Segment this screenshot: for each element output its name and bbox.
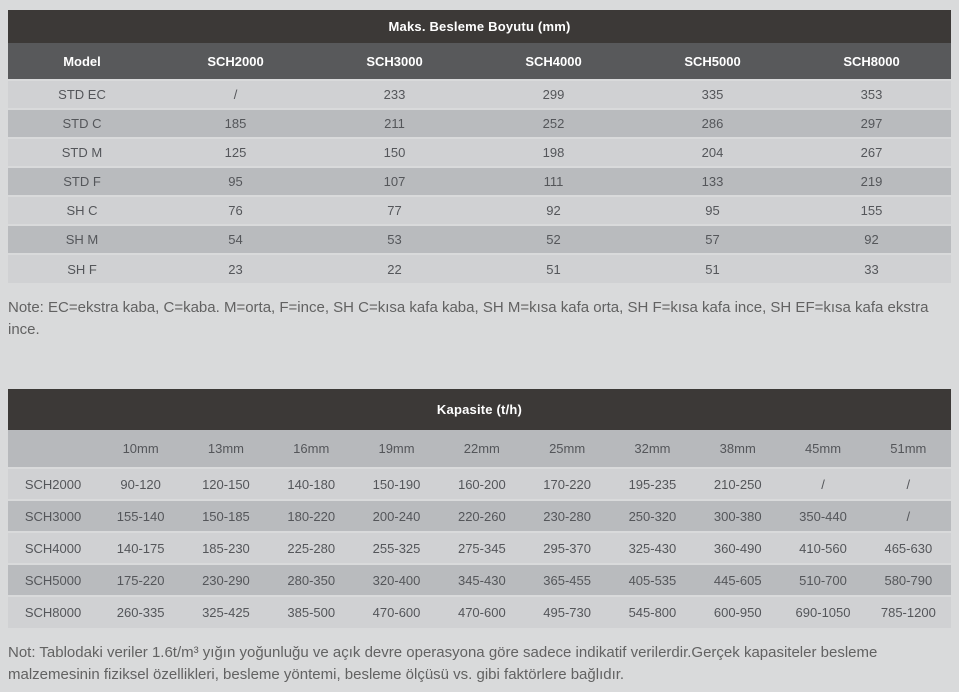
table-cell: 260-335 (98, 596, 183, 628)
table-cell: 125 (156, 138, 315, 167)
table-cell: 219 (792, 167, 951, 196)
column-header: 13mm (183, 430, 268, 468)
table-cell: 230-280 (524, 500, 609, 532)
table-cell: 225-280 (269, 532, 354, 564)
table-cell: 255-325 (354, 532, 439, 564)
table-row (8, 564, 951, 596)
feed-size-title-row (8, 10, 951, 43)
feed-size-column-header-row (8, 43, 951, 80)
capacity-section (8, 389, 951, 686)
table-cell: 198 (474, 138, 633, 167)
row-label: STD C (8, 109, 156, 138)
table-cell: 252 (474, 109, 633, 138)
table-cell: 785-1200 (866, 596, 951, 628)
table-cell: 280-350 (269, 564, 354, 596)
table-cell: 54 (156, 225, 315, 254)
row-label: SCH8000 (8, 596, 98, 628)
table-row (8, 532, 951, 564)
table-row (8, 167, 951, 196)
column-header: 38mm (695, 430, 780, 468)
feed-size-table (8, 10, 951, 283)
table-cell: 220-260 (439, 500, 524, 532)
row-label: SCH2000 (8, 468, 98, 500)
row-label: SH C (8, 196, 156, 225)
table-cell: 470-600 (439, 596, 524, 628)
table-cell: 185 (156, 109, 315, 138)
capacity-column-header-row (8, 430, 951, 468)
column-header (8, 430, 98, 468)
table-cell: 385-500 (269, 596, 354, 628)
table-cell: 299 (474, 80, 633, 109)
column-header: Model (8, 43, 156, 80)
table-cell: 335 (633, 80, 792, 109)
column-header: 25mm (524, 430, 609, 468)
table-cell: 120-150 (183, 468, 268, 500)
table-cell: 267 (792, 138, 951, 167)
table-cell: 92 (792, 225, 951, 254)
row-label: STD EC (8, 80, 156, 109)
table-cell: 95 (633, 196, 792, 225)
table-cell: 350-440 (780, 500, 865, 532)
row-label: SCH5000 (8, 564, 98, 596)
table-cell: 33 (792, 254, 951, 283)
table-cell: 325-425 (183, 596, 268, 628)
column-header: SCH4000 (474, 43, 633, 80)
table-cell: 150-185 (183, 500, 268, 532)
table-row (8, 225, 951, 254)
column-header: 19mm (354, 430, 439, 468)
table-cell: 600-950 (695, 596, 780, 628)
table-cell: 470-600 (354, 596, 439, 628)
table-cell: 140-175 (98, 532, 183, 564)
table-cell: / (866, 468, 951, 500)
capacity-table-body (8, 468, 951, 628)
table-cell: 51 (474, 254, 633, 283)
column-header: SCH3000 (315, 43, 474, 80)
table-cell: 495-730 (524, 596, 609, 628)
table-cell: 300-380 (695, 500, 780, 532)
table-cell: 325-430 (610, 532, 695, 564)
feed-size-table-title: Maks. Besleme Boyutu (mm) (8, 10, 951, 43)
table-cell: 465-630 (866, 532, 951, 564)
column-header: 45mm (780, 430, 865, 468)
table-cell: 160-200 (439, 468, 524, 500)
table-cell: / (780, 468, 865, 500)
column-header: 51mm (866, 430, 951, 468)
table-cell: 345-430 (439, 564, 524, 596)
table-cell: 150 (315, 138, 474, 167)
table-cell: 211 (315, 109, 474, 138)
row-label: SCH4000 (8, 532, 98, 564)
column-header: SCH8000 (792, 43, 951, 80)
table-cell: 180-220 (269, 500, 354, 532)
table-cell: 53 (315, 225, 474, 254)
column-header: 10mm (98, 430, 183, 468)
row-label: SH F (8, 254, 156, 283)
table-cell: 185-230 (183, 532, 268, 564)
table-cell: 155-140 (98, 500, 183, 532)
table-row (8, 468, 951, 500)
capacity-table-title: Kapasite (t/h) (8, 389, 951, 430)
row-label: STD M (8, 138, 156, 167)
row-label: SH M (8, 225, 156, 254)
table-cell: 95 (156, 167, 315, 196)
table-cell: 690-1050 (780, 596, 865, 628)
column-header: 16mm (269, 430, 354, 468)
table-cell: 230-290 (183, 564, 268, 596)
table-cell: 77 (315, 196, 474, 225)
table-cell: 286 (633, 109, 792, 138)
table-cell: 51 (633, 254, 792, 283)
table-cell: 580-790 (866, 564, 951, 596)
table-cell: 365-455 (524, 564, 609, 596)
table-row (8, 138, 951, 167)
table-cell: 76 (156, 196, 315, 225)
table-cell: 510-700 (780, 564, 865, 596)
table-cell: 23 (156, 254, 315, 283)
feed-size-table-body (8, 80, 951, 283)
column-header: SCH2000 (156, 43, 315, 80)
table-row (8, 596, 951, 628)
table-cell: 210-250 (695, 468, 780, 500)
table-cell: 52 (474, 225, 633, 254)
table-cell: / (156, 80, 315, 109)
table-cell: 195-235 (610, 468, 695, 500)
table-cell: 155 (792, 196, 951, 225)
table-cell: 545-800 (610, 596, 695, 628)
table-cell: 320-400 (354, 564, 439, 596)
table-cell: 150-190 (354, 468, 439, 500)
table-cell: 92 (474, 196, 633, 225)
table-cell: 111 (474, 167, 633, 196)
feed-size-note: Note: EC=ekstra kaba, C=kaba. M=orta, F=ince, SH C=kısa kafa kaba, SH M=kısa kafa orta, SH F=kısa kafa ince, SH EF=kısa kafa ekstra ince. (8, 299, 929, 338)
table-cell: 175-220 (98, 564, 183, 596)
table-row (8, 109, 951, 138)
table-cell: 275-345 (439, 532, 524, 564)
table-cell: 140-180 (269, 468, 354, 500)
table-cell: 353 (792, 80, 951, 109)
table-cell: 57 (633, 225, 792, 254)
table-cell: 360-490 (695, 532, 780, 564)
table-cell: 204 (633, 138, 792, 167)
capacity-note: Not: Tablodaki veriler 1.6t/m³ yığın yoğunluğu ve açık devre operasyona göre sadece indikatif verilerdir.Gerçek kapasiteler besleme malzemesinin fiziksel özellikleri, besleme yöntemi, besleme ölçüsü vs. gibi faktörlere bağlıdır. (8, 644, 878, 683)
capacity-title-row (8, 389, 951, 430)
column-header: 32mm (610, 430, 695, 468)
table-cell: 107 (315, 167, 474, 196)
table-cell: 250-320 (610, 500, 695, 532)
column-header: SCH5000 (633, 43, 792, 80)
table-row (8, 80, 951, 109)
table-cell: 295-370 (524, 532, 609, 564)
table-cell: 410-560 (780, 532, 865, 564)
table-row (8, 500, 951, 532)
feed-size-section (8, 0, 951, 341)
row-label: SCH3000 (8, 500, 98, 532)
table-row (8, 196, 951, 225)
table-row (8, 254, 951, 283)
table-cell: 405-535 (610, 564, 695, 596)
row-label: STD F (8, 167, 156, 196)
table-cell: 170-220 (524, 468, 609, 500)
table-cell: 133 (633, 167, 792, 196)
table-cell: 200-240 (354, 500, 439, 532)
table-cell: / (866, 500, 951, 532)
table-cell: 233 (315, 80, 474, 109)
table-cell: 297 (792, 109, 951, 138)
table-cell: 90-120 (98, 468, 183, 500)
table-cell: 22 (315, 254, 474, 283)
column-header: 22mm (439, 430, 524, 468)
table-cell: 445-605 (695, 564, 780, 596)
capacity-table (8, 389, 951, 628)
